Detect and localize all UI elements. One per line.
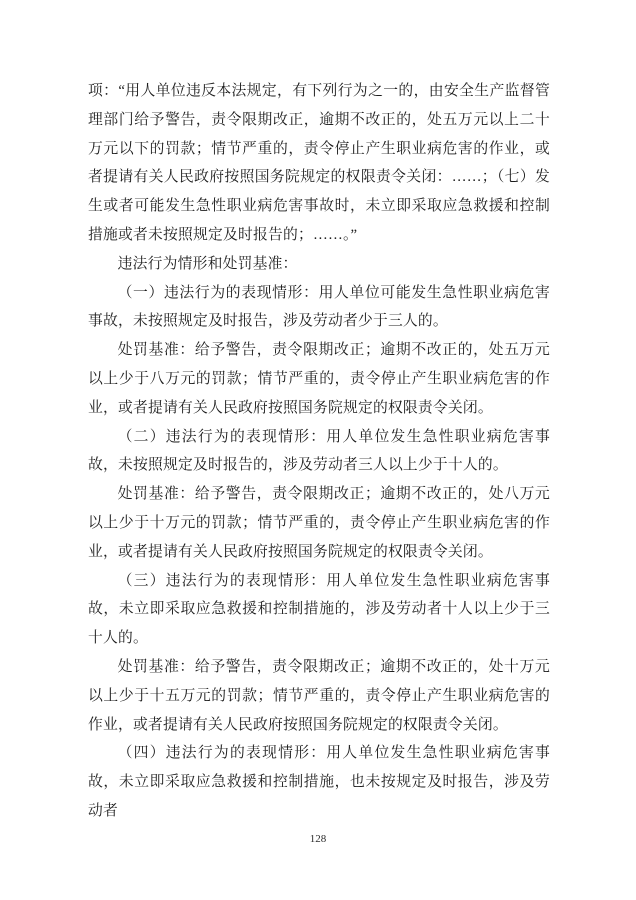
paragraph-violation-case-1: （一）违法行为的表现情形：用人单位可能发生急性职业病危害事故，未按照规定及时报告，涉及劳动者少于三人的。 [88,284,550,330]
paragraph-violation-case-4: （四）违法行为的表现情形：用人单位发生急性职业病危害事故，未立即采取应急救援和控制措施，也未按规定及时报告，涉及劳动者 [88,745,550,819]
paragraph-penalty-basis-3: 处罚基准：给予警告，责令限期改正；逾期不改正的，处十万元以上少于十五万元的罚款；情节严重的，责令停止产生职业病危害的作业，或者提请有关人民政府按照国务院规定的权限责令关闭。 [88,658,550,733]
document-body [88,77,550,826]
paragraph-penalty-basis-2: 处罚基准：给予警告，责令限期改正；逾期不改正的，处八万元以上少于十万元的罚款；情节严重的，责令停止产生职业病危害的作业，或者提请有关人民政府按照国务院规定的权限责令关闭。 [88,486,550,560]
page-number: 128 [309,833,327,845]
paragraph-violation-case-2: （二）违法行为的表现情形：用人单位发生急性职业病危害事故，未按照规定及时报告的，涉及劳动者三人以上少于十人的。 [88,428,550,474]
paragraph-law-excerpt-continued: 项：“用人单位违反本法规定，有下列行为之一的，由安全生产监督管理部门给予警告，责令限期改正，逾期不改正的，处五万元以上二十万元以下的罚款；情节严重的，责令停止产生职业病危害的作业，或者提请有关人民政府按照国务院规定的权限责令关闭：……；（七）发生或者可能发生急性职业病危害事故时，未立即采取应急救援和控制措施或者未按照规定及时报告的；……。” [88,83,550,243]
paragraph-violation-case-3: （三）违法行为的表现情形：用人单位发生急性职业病危害事故，未立即采取应急救援和控制措施的，涉及劳动者十人以上少于三十人的。 [88,572,550,647]
paragraph-penalty-basis-1: 处罚基准：给予警告，责令限期改正；逾期不改正的，处五万元以上少于八万元的罚款；情节严重的，责令停止产生职业病危害的作业，或者提请有关人民政府按照国务院规定的权限责令关闭。 [88,342,550,416]
paragraph-heading-violation-criteria: 违法行为情形和处罚基准： [117,255,298,272]
